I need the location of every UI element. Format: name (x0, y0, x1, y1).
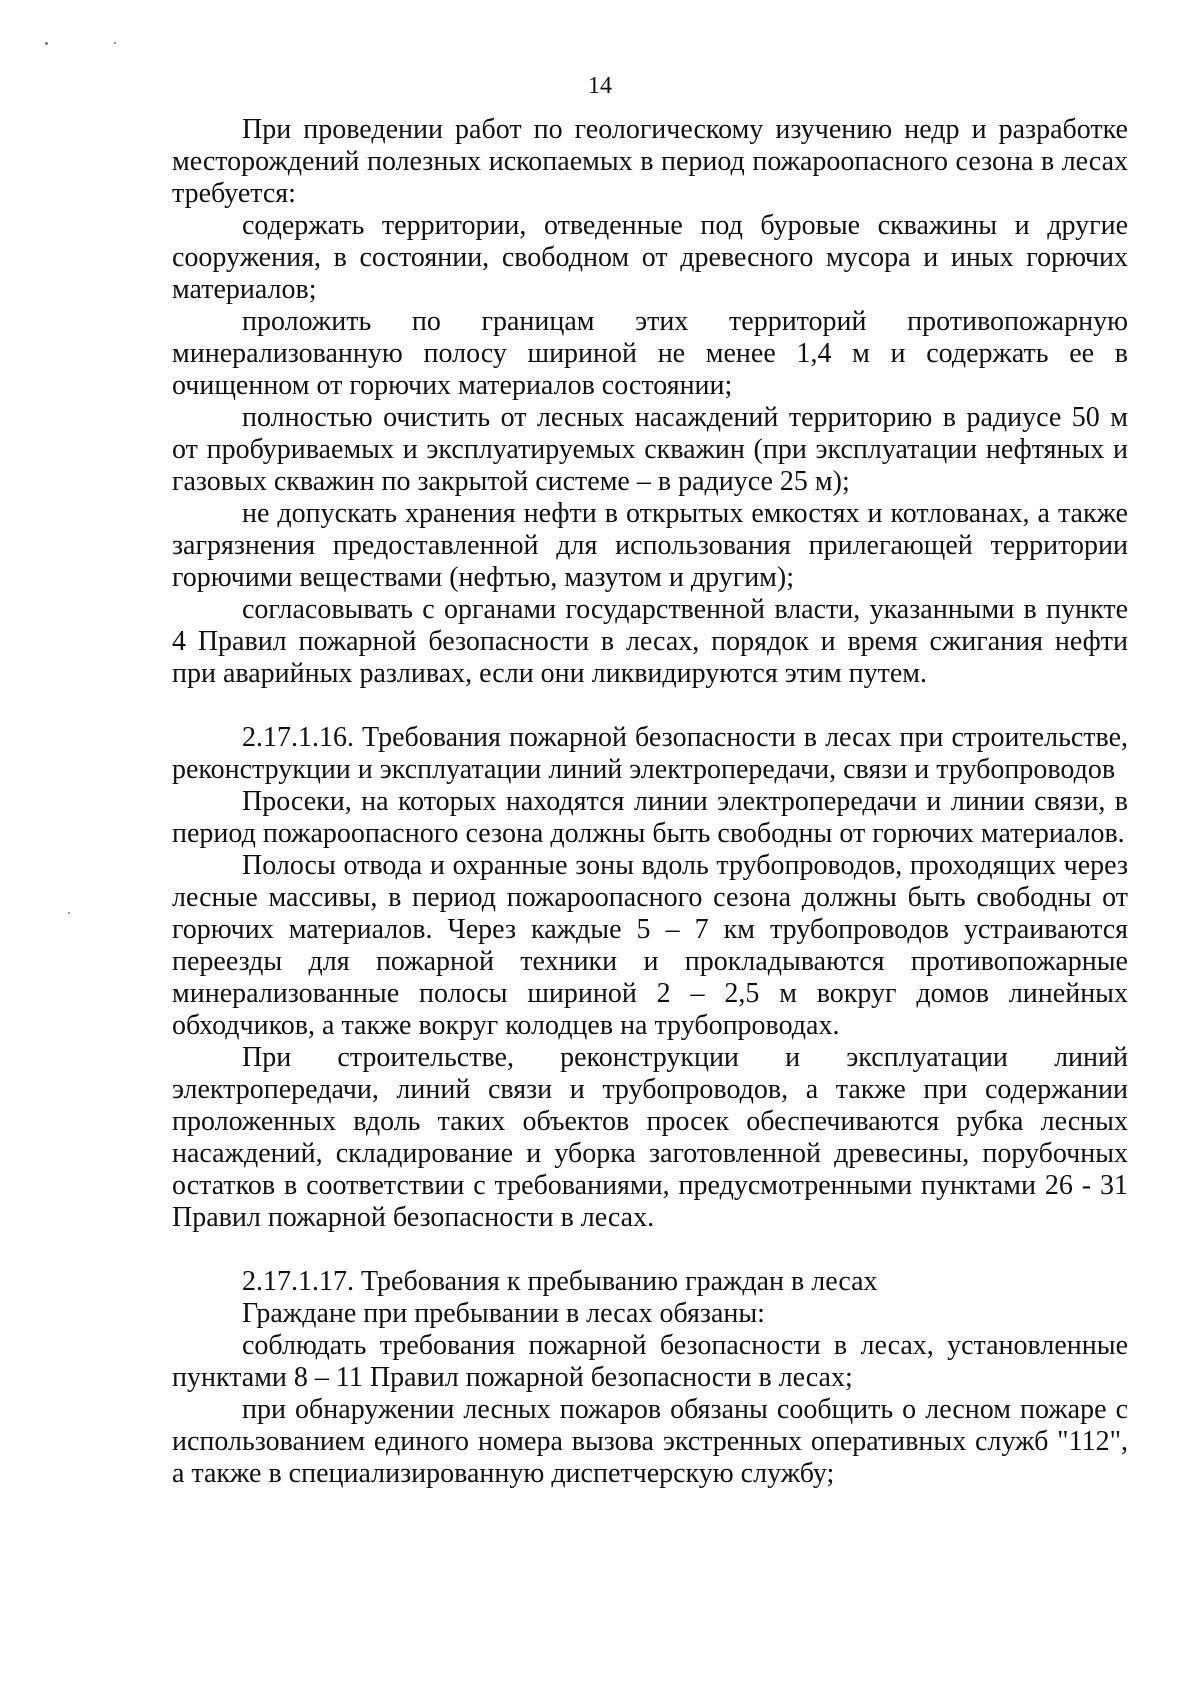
section-heading-2-17-1-16: 2.17.1.16. Требования пожарной безопасности в лесах при строительстве, реконструкции и эксплуатации линий электропередачи, связи и трубопроводов (172, 722, 1128, 785)
paragraph-pipeline-zones: Полосы отвода и охранные зоны вдоль трубопроводов, проходящих через лесные массивы, в период пожароопасного сезона должны быть свободны от горючих материалов. Через каждые 5 – 7 км трубопроводов устраиваются переезды для пожарной техники и прокладываются противопожарные минерализованные полосы шириной 2 – 2,5 м вокруг домов линейных обходчиков, а также вокруг колодцев на трубопроводах. (172, 850, 1128, 1041)
paragraph-gap (172, 1234, 1128, 1266)
paragraph-item-oil-storage: не допускать хранения нефти в открытых емкостях и котлованах, а также загрязнения предоставленной для использования прилегающей территории горючими веществами (нефтью, мазутом и другим); (172, 498, 1128, 593)
paragraph-item-report-fire: при обнаружении лесных пожаров обязаны сообщить о лесном пожаре с использованием единого номера вызова экстренных оперативных служб "112", а также в специализированную диспетчерскую службу; (172, 1394, 1128, 1489)
paragraph-item-fire-strip: проложить по границам этих территорий противопожарную минерализованную полосу шириной не менее 1,4 м и содержать ее в очищенном от горючих материалов состоянии; (172, 306, 1128, 401)
paragraph-construction: При строительстве, реконструкции и эксплуатации линий электропередачи, линий связи и трубопроводов, а также при содержании проложенных вдоль таких объектов просек обеспечиваются рубка лесных насаждений, складирование и уборка заготовленной древесины, порубочных остатков в соответствии с требованиями, предусмотренными пунктами 26 - 31 Правил пожарной безопасности в лесах. (172, 1042, 1128, 1233)
document-body (172, 114, 1128, 1490)
scan-speck (114, 42, 116, 44)
paragraph-item-comply: соблюдать требования пожарной безопасности в лесах, установленные пунктами 8 – 11 Правил пожарной безопасности в лесах; (172, 1330, 1128, 1393)
paragraph-item-oil-burning: согласовывать с органами государственной власти, указанными в пункте 4 Правил пожарной безопасности в лесах, порядок и время сжигания нефти при аварийных разливах, если они ликвидируются этим путем. (172, 594, 1128, 689)
paragraph-clearings: Просеки, на которых находятся линии электропередачи и линии связи, в период пожароопасного сезона должны быть свободны от горючих материалов. (172, 786, 1128, 849)
section-heading-2-17-1-17: 2.17.1.17. Требования к пребыванию граждан в лесах (242, 1266, 878, 1297)
paragraph-gap (172, 690, 1128, 722)
paragraph-item-clearing: полностью очистить от лесных насаждений территорию в радиусе 50 м от пробуриваемых и эксплуатируемых скважин (при эксплуатации нефтяных и газовых скважин по закрытой системе – в радиусе 25 м); (172, 402, 1128, 497)
paragraph-citizens: Граждане при пребывании в лесах обязаны: (242, 1298, 765, 1329)
scan-speck (68, 912, 70, 914)
scan-speck (45, 42, 48, 45)
page-number: 14 (588, 73, 612, 99)
paragraph-intro: При проведении работ по геологическому изучению недр и разработке месторождений полезных ископаемых в период пожароопасного сезона в лесах требуется: (172, 114, 1128, 209)
paragraph-item-territories: содержать территории, отведенные под буровые скважины и другие сооружения, в состоянии, свободном от древесного мусора и иных горючих материалов; (172, 210, 1128, 305)
